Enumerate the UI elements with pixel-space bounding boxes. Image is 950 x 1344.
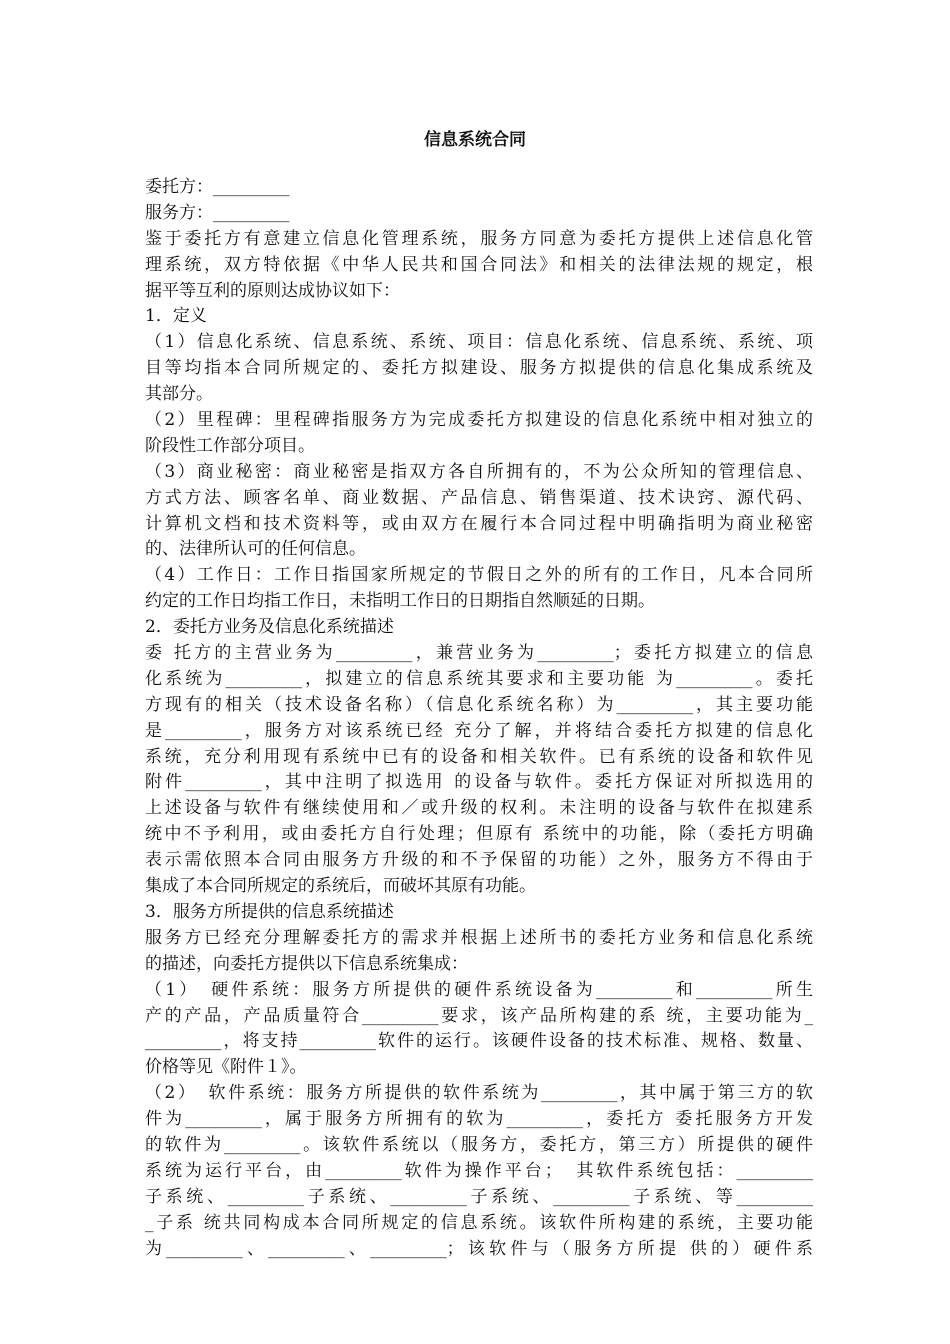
paragraph-line: 件为_________，属于服务方所拥有的软为_________，委托方 委托服务方开发 — [145, 1109, 813, 1130]
paragraph-line: 阶段性工作部分项目。 — [145, 435, 315, 456]
paragraph-line: 方式方法、顾客名单、商业数据、产品信息、销售渠道、技术诀窍、源代码、 — [145, 487, 813, 508]
paragraph-line: 目等均指本合同所规定的、委托方拟建设、服务方拟提供的信息化集成系统及 — [145, 358, 813, 379]
paragraph-line: （1） 硬件系统：服务方所提供的硬件系统设备为_________和_________所生 — [145, 979, 813, 1000]
paragraph-line: （2）里程碑：里程碑指服务方为完成委托方拟建设的信息化系统中相对独立的 — [145, 410, 813, 431]
paragraph-line: 系统，充分利用现有系统中已有的设备和相关软件。已有系统的设备和软件见 — [145, 746, 813, 767]
paragraph-line: 计算机文档和技术资料等，或由双方在履行本合同过程中明确指明为商业秘密 — [145, 513, 813, 534]
paragraph-line: 化系统为_________，拟建立的信息系统其要求和主要功能 为_________。委托 — [145, 668, 813, 689]
paragraph-line: 集成了本合同所规定的系统后，而破坏其原有功能。 — [145, 876, 536, 897]
paragraph-line: 附件_________，其中注明了拟选用 的设备与软件。委托方保证对所拟选用的 — [145, 772, 813, 793]
paragraph-line: 2．委托方业务及信息化系统描述 — [145, 617, 394, 638]
paragraph-line: 1．定义 — [145, 306, 207, 327]
paragraph-line: 的描述，向委托方提供以下信息系统集成： — [145, 953, 468, 974]
paragraph-line: 系统为运行平台，由_________软件为操作平台； 其软件系统包括：_________ — [145, 1160, 813, 1181]
paragraph-line: 价格等见《附件１》。 — [145, 1057, 307, 1078]
paragraph-line: 约定的工作日均指工作日，未指明工作日的日期指自然顺延的日期。 — [145, 591, 655, 612]
paragraph-line: 产的产品，产品质量符合_________要求，该产品所构建的系 统，主要功能为_ — [145, 1005, 813, 1026]
paragraph-line: 是_________，服务方对该系统已经 充分了解，并将结合委托方拟建的信息化 — [145, 720, 813, 741]
paragraph-line: _子系 统共同构成本合同所规定的信息系统。该软件所构建的系统，主要功能 — [145, 1212, 813, 1233]
paragraph-line: 委 托方的主营业务为_________，兼营业务为_________；委托方拟建立的信息 — [145, 643, 813, 664]
paragraph-line: 统中不予利用，或由委托方自行处理；但原有 系统中的功能，除（委托方明确 — [145, 824, 813, 845]
paragraph-line: 表示需依照本合同由服务方升级的和不予保留的功能）之外，服务方不得由于 — [145, 850, 813, 871]
paragraph-line: 的软件为_________。该软件系统以（服务方，委托方，第三方）所提供的硬件 — [145, 1134, 813, 1155]
paragraph-line: 委托方：_________ — [145, 177, 290, 197]
paragraph-line: 其部分。 — [145, 384, 213, 405]
paragraph-line: _________，将支持_________软件的运行。该硬件设备的技术标准、规格、数量、 — [145, 1031, 813, 1052]
paragraph-line: 鉴于委托方有意建立信息化管理系统，服务方同意为委托方提供上述信息化管 — [145, 228, 813, 249]
paragraph-line: （1）信息化系统、信息系统、系统、项目：信息化系统、信息系统、系统、项 — [145, 332, 813, 353]
paragraph-line: 理系统，双方特依据《中华人民共和国合同法》和相关的法律法规的规定，根 — [145, 254, 813, 275]
document-title: 信息系统合同 — [424, 130, 526, 150]
paragraph-line: （2） 软件系统：服务方所提供的软件系统为_________，其中属于第三方的软 — [145, 1083, 813, 1104]
paragraph-line: 服务方：_________ — [145, 202, 290, 223]
paragraph-line: 3．服务方所提供的信息系统描述 — [145, 901, 394, 922]
paragraph-line: （3）商业秘密：商业秘密是指双方各自所拥有的，不为公众所知的管理信息、 — [145, 461, 813, 482]
paragraph-line: 为_________、_________、_________；该软件与（服务方所提 供的）硬件系 — [145, 1238, 813, 1259]
document-body — [145, 175, 813, 1262]
paragraph-line: 方现有的相关（技术设备名称）（信息化系统名称）为_________，其主要功能 — [145, 694, 813, 715]
paragraph-line: 服务方已经充分理解委托方的需求并根据上述所书的委托方业务和信息化系统 — [145, 927, 813, 948]
paragraph-line: 的、法律所认可的任何信息。 — [145, 539, 366, 560]
paragraph-line: （4）工作日：工作日指国家所规定的节假日之外的所有的工作日，凡本合同所 — [145, 565, 813, 586]
paragraph-line: 子系统、_________子系统、_________子系统、_________子系统、等_________ — [145, 1186, 813, 1207]
paragraph-line: 上述设备与软件有继续使用和／或升级的权利。未注明的设备与软件在拟建系 — [145, 798, 813, 819]
paragraph-line: 据平等互利的原则达成协议如下： — [145, 280, 400, 301]
